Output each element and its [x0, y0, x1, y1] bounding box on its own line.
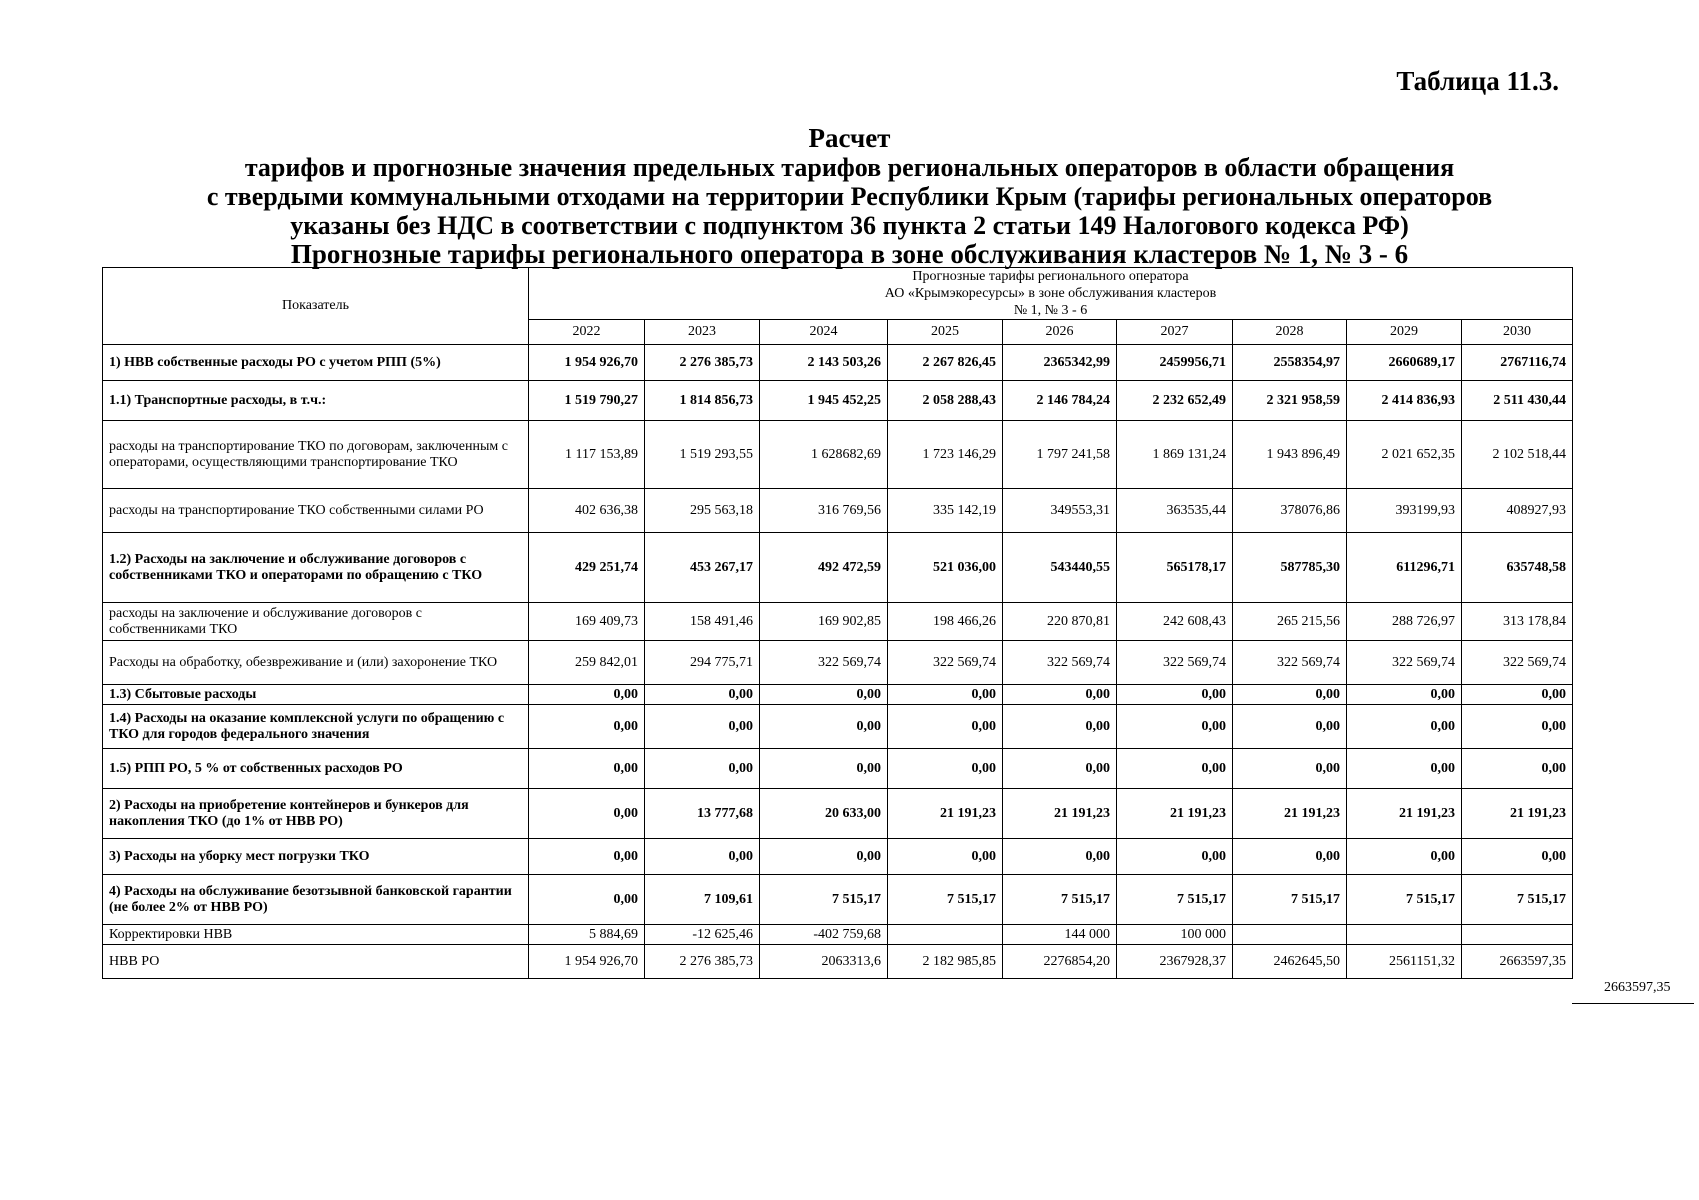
value-cell: 158 491,46 — [645, 603, 760, 641]
value-cell: 0,00 — [529, 875, 645, 925]
table-row — [103, 533, 1573, 603]
value-cell: 543440,55 — [1003, 533, 1117, 603]
title-line-3: с твердыми коммунальными отходами на территории Республики Крым (тарифы региональных операторов — [206, 182, 1493, 211]
year-header: 2030 — [1462, 320, 1573, 345]
value-cell: 169 409,73 — [529, 603, 645, 641]
value-cell: 21 191,23 — [1462, 789, 1573, 839]
value-cell: 408927,93 — [1462, 489, 1573, 533]
row-label: 1.4) Расходы на оказание комплексной услуги по обращению с ТКО для городов федерального значения — [103, 705, 529, 749]
value-cell: 1 723 146,29 — [888, 421, 1003, 489]
value-cell: 0,00 — [1233, 685, 1347, 705]
value-cell: 429 251,74 — [529, 533, 645, 603]
value-cell: 2367928,37 — [1117, 945, 1233, 979]
row-label: 1) НВВ собственные расходы РО с учетом РПП (5%) — [103, 345, 529, 381]
title-line-5: Прогнозные тарифы регионального оператора в зоне обслуживания кластеров № 1, № 3 - 6 — [290, 239, 1409, 269]
value-cell: 2 276 385,73 — [645, 345, 760, 381]
value-cell: 2660689,17 — [1347, 345, 1462, 381]
value-cell: 0,00 — [645, 839, 760, 875]
row-label: расходы на транспортирование ТКО собственными силами РО — [103, 489, 529, 533]
value-cell: 322 569,74 — [1233, 641, 1347, 685]
value-cell: 0,00 — [1003, 839, 1117, 875]
value-cell: 100 000 — [1117, 925, 1233, 945]
value-cell: 0,00 — [888, 705, 1003, 749]
value-cell: 2365342,99 — [1003, 345, 1117, 381]
table-row — [103, 839, 1573, 875]
value-cell: 0,00 — [645, 705, 760, 749]
value-cell: 7 515,17 — [1117, 875, 1233, 925]
value-cell: 0,00 — [1233, 839, 1347, 875]
value-cell: 0,00 — [1003, 685, 1117, 705]
row-label: НВВ РО — [103, 945, 529, 979]
row-label: 1.2) Расходы на заключение и обслуживание договоров с собственниками ТКО и операторами по обращению с ТКО — [103, 533, 529, 603]
table-row — [103, 381, 1573, 421]
value-cell: 2276854,20 — [1003, 945, 1117, 979]
value-cell: 294 775,71 — [645, 641, 760, 685]
table-row — [103, 789, 1573, 839]
value-cell: 169 902,85 — [760, 603, 888, 641]
value-cell: 2 511 430,44 — [1462, 381, 1573, 421]
row-label: 2) Расходы на приобретение контейнеров и бункеров для накопления ТКО (до 1% от НВВ РО) — [103, 789, 529, 839]
value-cell: 7 109,61 — [645, 875, 760, 925]
value-cell: 313 178,84 — [1462, 603, 1573, 641]
value-cell: 378076,86 — [1233, 489, 1347, 533]
table-row — [103, 489, 1573, 533]
value-cell: 21 191,23 — [888, 789, 1003, 839]
value-cell: 1 797 241,58 — [1003, 421, 1117, 489]
value-cell: 322 569,74 — [1117, 641, 1233, 685]
value-cell: 0,00 — [760, 749, 888, 789]
value-cell: 587785,30 — [1233, 533, 1347, 603]
value-cell: -12 625,46 — [645, 925, 760, 945]
value-cell: 322 569,74 — [1347, 641, 1462, 685]
value-cell: 1 869 131,24 — [1117, 421, 1233, 489]
value-cell: 0,00 — [888, 839, 1003, 875]
row-label: Расходы на обработку, обезвреживание и (или) захоронение ТКО — [103, 641, 529, 685]
table-row — [103, 945, 1573, 979]
year-header: 2025 — [888, 320, 1003, 345]
value-cell: 0,00 — [1117, 705, 1233, 749]
value-cell: 402 636,38 — [529, 489, 645, 533]
value-cell: 521 036,00 — [888, 533, 1003, 603]
value-cell: 21 191,23 — [1233, 789, 1347, 839]
table-row — [103, 421, 1573, 489]
row-label: 1.5) РПП РО, 5 % от собственных расходов РО — [103, 749, 529, 789]
value-cell: 565178,17 — [1117, 533, 1233, 603]
value-cell: 335 142,19 — [888, 489, 1003, 533]
value-cell: 0,00 — [1003, 749, 1117, 789]
group-header-line-3: № 1, № 3 - 6 — [1013, 303, 1088, 318]
value-cell: 1 954 926,70 — [529, 345, 645, 381]
table-body — [103, 345, 1573, 979]
value-cell: 0,00 — [529, 839, 645, 875]
value-cell: 322 569,74 — [1003, 641, 1117, 685]
value-cell: 220 870,81 — [1003, 603, 1117, 641]
value-cell: 2 058 288,43 — [888, 381, 1003, 421]
tariff-table — [102, 267, 1573, 979]
value-cell — [1462, 925, 1573, 945]
value-cell: 0,00 — [1117, 839, 1233, 875]
year-header: 2023 — [645, 320, 760, 345]
value-cell: 0,00 — [760, 839, 888, 875]
value-cell: 0,00 — [529, 749, 645, 789]
value-cell: 5 884,69 — [529, 925, 645, 945]
row-label: 3) Расходы на уборку мест погрузки ТКО — [103, 839, 529, 875]
value-cell: 0,00 — [529, 789, 645, 839]
row-label: расходы на заключение и обслуживание договоров с собственниками ТКО — [103, 603, 529, 641]
year-header: 2026 — [1003, 320, 1117, 345]
value-cell: 20 633,00 — [760, 789, 888, 839]
value-cell: 288 726,97 — [1347, 603, 1462, 641]
extra-total-value: 2663597,35 — [1604, 980, 1671, 995]
value-cell: 0,00 — [760, 685, 888, 705]
value-cell: 0,00 — [888, 749, 1003, 789]
title-line-1: Расчет — [808, 123, 891, 153]
document-title — [0, 124, 1699, 269]
table-row — [103, 749, 1573, 789]
value-cell: 13 777,68 — [645, 789, 760, 839]
table-row — [103, 603, 1573, 641]
value-cell: 1 628682,69 — [760, 421, 888, 489]
row-label: Корректировки НВВ — [103, 925, 529, 945]
value-cell: 363535,44 — [1117, 489, 1233, 533]
value-cell: 7 515,17 — [1347, 875, 1462, 925]
table-row — [103, 875, 1573, 925]
value-cell: 1 954 926,70 — [529, 945, 645, 979]
value-cell: 2 102 518,44 — [1462, 421, 1573, 489]
value-cell: 2558354,97 — [1233, 345, 1347, 381]
value-cell: 2 321 958,59 — [1233, 381, 1347, 421]
row-label: 4) Расходы на обслуживание безотзывной банковской гарантии (не более 2% от НВВ РО) — [103, 875, 529, 925]
table-number: Таблица 11.3. — [1396, 66, 1559, 96]
value-cell: 1 117 153,89 — [529, 421, 645, 489]
value-cell: 322 569,74 — [888, 641, 1003, 685]
value-cell: 0,00 — [1462, 685, 1573, 705]
value-cell: 635748,58 — [1462, 533, 1573, 603]
value-cell: 0,00 — [1117, 685, 1233, 705]
value-cell: 453 267,17 — [645, 533, 760, 603]
value-cell: 0,00 — [760, 705, 888, 749]
value-cell: 2767116,74 — [1462, 345, 1573, 381]
indicator-header: Показатель — [103, 268, 529, 345]
value-cell: 144 000 — [1003, 925, 1117, 945]
value-cell: 259 842,01 — [529, 641, 645, 685]
value-cell: 295 563,18 — [645, 489, 760, 533]
row-label: расходы на транспортирование ТКО по договорам, заключенным с операторами, осуществляющими транспортирование ТКО — [103, 421, 529, 489]
value-cell: 242 608,43 — [1117, 603, 1233, 641]
value-cell: 316 769,56 — [760, 489, 888, 533]
value-cell: 21 191,23 — [1003, 789, 1117, 839]
year-header: 2028 — [1233, 320, 1347, 345]
row-label: 1.3) Сбытовые расходы — [103, 685, 529, 705]
value-cell: 2 276 385,73 — [645, 945, 760, 979]
year-header: 2027 — [1117, 320, 1233, 345]
value-cell: 1 519 790,27 — [529, 381, 645, 421]
value-cell: 7 515,17 — [1462, 875, 1573, 925]
value-cell: 2459956,71 — [1117, 345, 1233, 381]
value-cell: 2 414 836,93 — [1347, 381, 1462, 421]
title-line-4: указаны без НДС в соответствии с подпунктом 36 пункта 2 статьи 149 Налогового кодекса РФ) — [290, 211, 1409, 240]
value-cell: 21 191,23 — [1117, 789, 1233, 839]
group-header-line-2: АО «Крымэкоресурсы» в зоне обслуживания кластеров — [884, 286, 1217, 301]
value-cell: 349553,31 — [1003, 489, 1117, 533]
value-cell: 0,00 — [1347, 839, 1462, 875]
value-cell: 2663597,35 — [1462, 945, 1573, 979]
value-cell: 0,00 — [1233, 705, 1347, 749]
value-cell: 2 146 784,24 — [1003, 381, 1117, 421]
table-row — [103, 345, 1573, 381]
value-cell: 2 267 826,45 — [888, 345, 1003, 381]
value-cell: 492 472,59 — [760, 533, 888, 603]
value-cell: 0,00 — [1347, 749, 1462, 789]
year-header: 2022 — [529, 320, 645, 345]
value-cell: 1 519 293,55 — [645, 421, 760, 489]
value-cell: 322 569,74 — [1462, 641, 1573, 685]
year-header: 2024 — [760, 320, 888, 345]
value-cell: 2462645,50 — [1233, 945, 1347, 979]
value-cell: 0,00 — [645, 749, 760, 789]
value-cell: 322 569,74 — [760, 641, 888, 685]
value-cell: 2 143 503,26 — [760, 345, 888, 381]
value-cell: 1 943 896,49 — [1233, 421, 1347, 489]
value-cell: 7 515,17 — [760, 875, 888, 925]
value-cell: 7 515,17 — [1233, 875, 1347, 925]
value-cell: 2 021 652,35 — [1347, 421, 1462, 489]
value-cell: 1 945 452,25 — [760, 381, 888, 421]
value-cell: 265 215,56 — [1233, 603, 1347, 641]
value-cell — [1233, 925, 1347, 945]
table-row — [103, 925, 1573, 945]
value-cell: 0,00 — [888, 685, 1003, 705]
value-cell: 21 191,23 — [1347, 789, 1462, 839]
value-cell: 198 466,26 — [888, 603, 1003, 641]
row-label: 1.1) Транспортные расходы, в т.ч.: — [103, 381, 529, 421]
value-cell — [888, 925, 1003, 945]
value-cell: 2561151,32 — [1347, 945, 1462, 979]
value-cell: 0,00 — [1462, 749, 1573, 789]
value-cell: 393199,93 — [1347, 489, 1462, 533]
value-cell: 0,00 — [1347, 705, 1462, 749]
value-cell: 7 515,17 — [1003, 875, 1117, 925]
value-cell: 7 515,17 — [888, 875, 1003, 925]
group-header-line-1: Прогнозные тарифы регионального оператора — [912, 269, 1189, 284]
value-cell: 611296,71 — [1347, 533, 1462, 603]
value-cell: 0,00 — [1117, 749, 1233, 789]
value-cell: 0,00 — [529, 705, 645, 749]
value-cell: 2063313,6 — [760, 945, 888, 979]
value-cell — [1347, 925, 1462, 945]
table-row — [103, 685, 1573, 705]
value-cell: 0,00 — [1462, 839, 1573, 875]
value-cell: 0,00 — [645, 685, 760, 705]
value-cell: 1 814 856,73 — [645, 381, 760, 421]
value-cell: 0,00 — [529, 685, 645, 705]
year-header: 2029 — [1347, 320, 1462, 345]
value-cell: 2 232 652,49 — [1117, 381, 1233, 421]
extra-total-underline — [1572, 1003, 1694, 1004]
title-line-2: тарифов и прогнозные значения предельных тарифов региональных операторов в области обращения — [244, 153, 1455, 182]
value-cell: 0,00 — [1233, 749, 1347, 789]
value-cell: 2 182 985,85 — [888, 945, 1003, 979]
value-cell: 0,00 — [1462, 705, 1573, 749]
value-cell: -402 759,68 — [760, 925, 888, 945]
table-row — [103, 705, 1573, 749]
table-row — [103, 641, 1573, 685]
value-cell: 0,00 — [1003, 705, 1117, 749]
value-cell: 0,00 — [1347, 685, 1462, 705]
forecast-group-header — [529, 268, 1573, 320]
